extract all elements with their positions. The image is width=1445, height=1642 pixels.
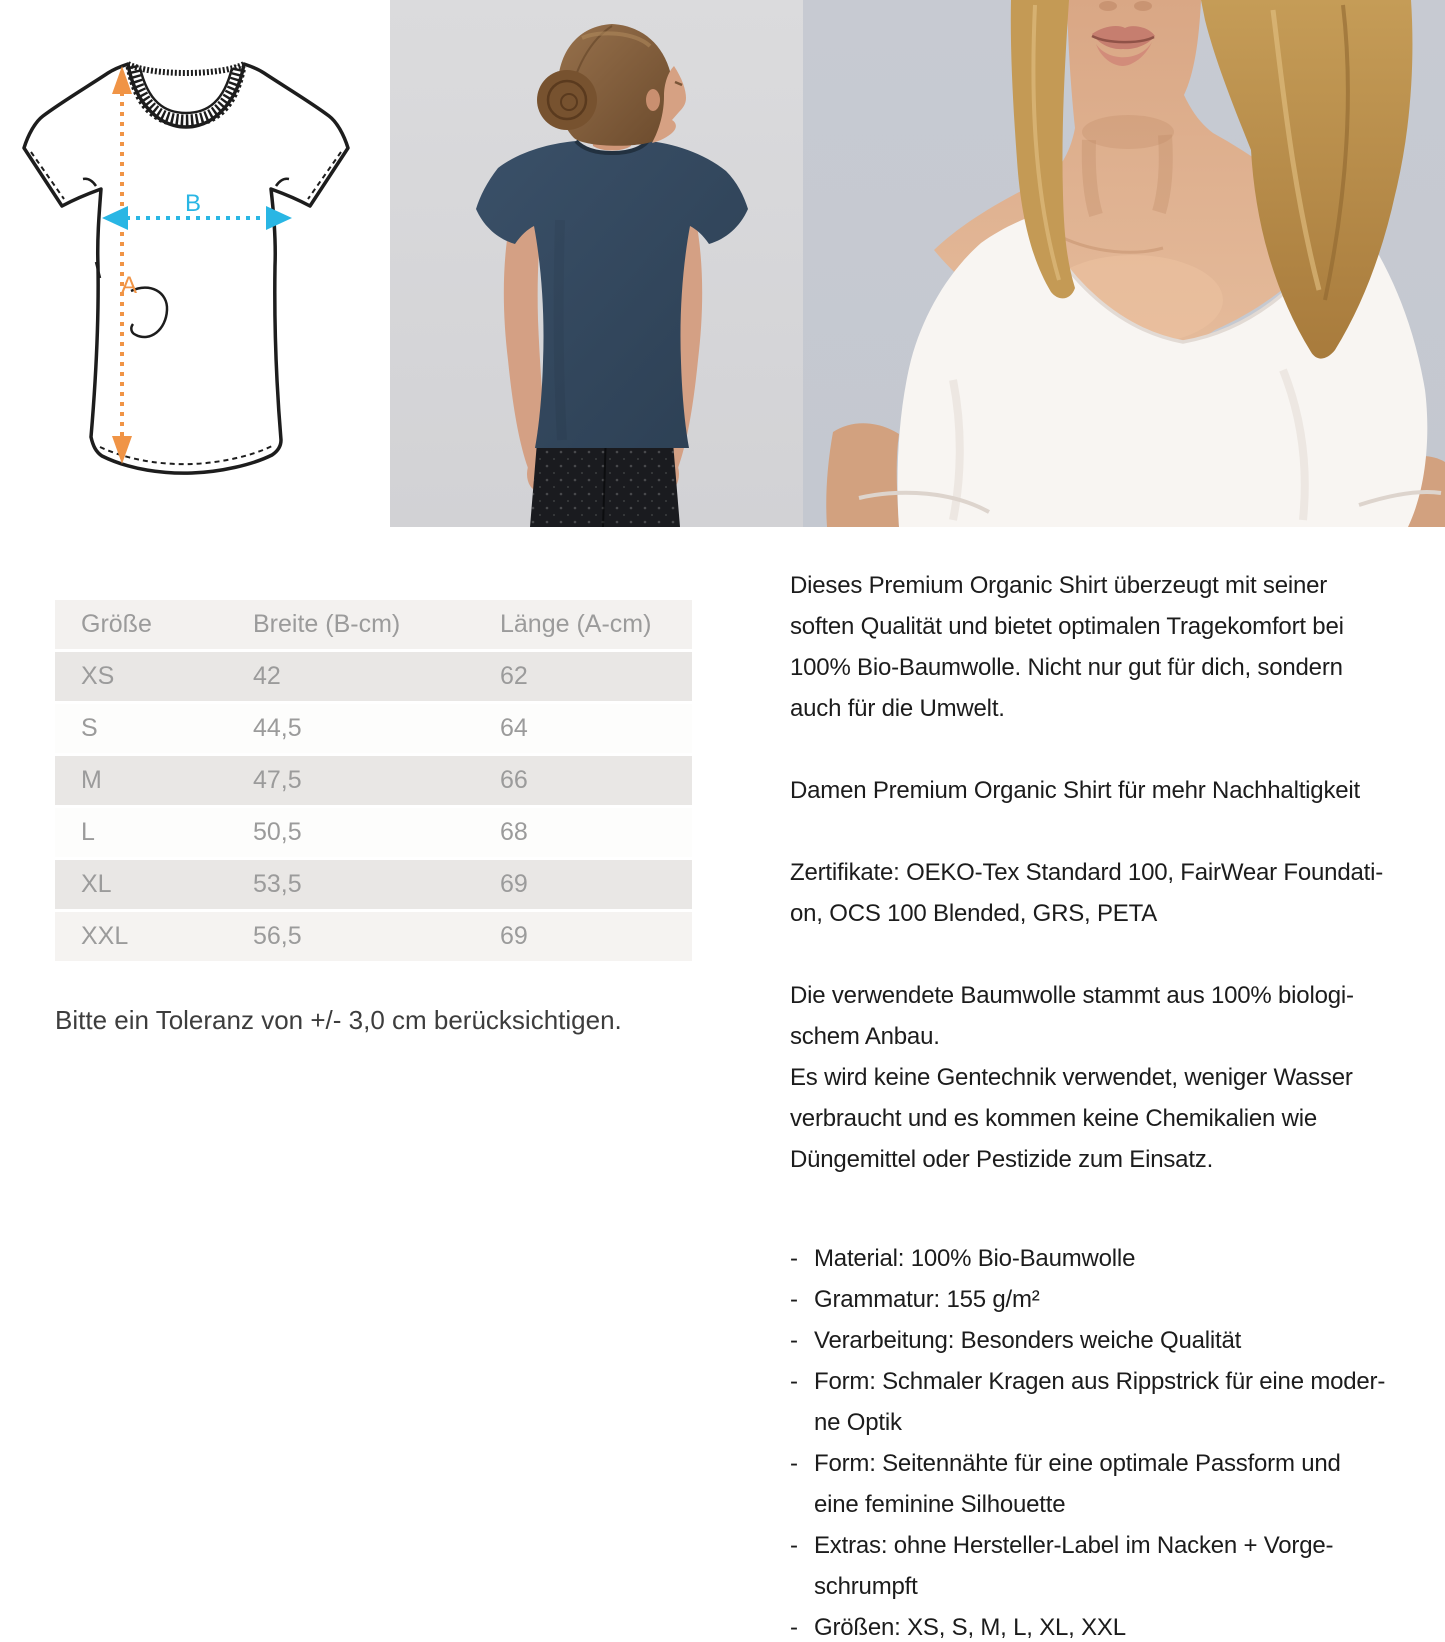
feature-verarbeitung: Verarbeitung: Besonders weiche Qualität: [814, 1327, 1242, 1354]
table-row: [55, 703, 692, 755]
table-row: [55, 859, 692, 911]
breite-cell: 53,5: [227, 859, 474, 911]
laenge-cell: 62: [474, 651, 692, 703]
product-image-strip: [0, 0, 1445, 527]
feature-form-kragen: Form: Schmaler Kragen aus Rippstrick für eine moder- ne Optik: [814, 1368, 1386, 1436]
tshirt-back-neck-rib: [128, 64, 244, 73]
col-header-breite: Breite (B-cm): [227, 600, 474, 651]
bullet-dash: -: [790, 1286, 798, 1313]
list-item: [790, 1279, 1430, 1320]
list-item: [790, 1320, 1430, 1361]
description-paragraph-sustainability: Damen Premium Organic Shirt für mehr Nachhaltigkeit: [790, 777, 1361, 804]
breite-cell: 44,5: [227, 703, 474, 755]
table-row: [55, 911, 692, 963]
measurement-label-b: B: [185, 190, 202, 217]
list-item: [790, 1238, 1430, 1279]
laenge-cell: 68: [474, 807, 692, 859]
description-paragraph-cotton: Die verwendete Baumwolle stammt aus 100% biologi- schem Anbau. Es wird keine Gentechnik verwendet, weniger Wasser verbraucht und es kommen keine Chemikalien wie Düngemittel oder Pestizide zum Einsatz.: [790, 982, 1354, 1173]
feature-extras: Extras: ohne Hersteller-Label im Nacken + Vorge- schrumpft: [814, 1532, 1334, 1600]
feature-form-seitennaehte: Form: Seitennähte für eine optimale Passform und eine feminine Silhouette: [814, 1450, 1341, 1518]
laenge-cell: 64: [474, 703, 692, 755]
breite-cell: 56,5: [227, 911, 474, 963]
tshirt-fold-shadow: [559, 220, 562, 440]
neck-shadow-left: [1089, 140, 1096, 215]
model-front-illustration: [803, 0, 1445, 527]
tshirt-collar-inner-line: [140, 68, 232, 113]
breite-cell: 47,5: [227, 755, 474, 807]
table-row: [55, 755, 692, 807]
size-cell: L: [55, 807, 227, 859]
col-header-groesse: Größe: [55, 600, 227, 651]
feature-material: Material: 100% Bio-Baumwolle: [814, 1245, 1136, 1272]
nostril-shadow-right: [1134, 1, 1152, 11]
list-item: [790, 1525, 1430, 1607]
list-item: [790, 1443, 1430, 1525]
bullet-dash: -: [790, 1614, 798, 1641]
bullet-dash: -: [790, 1368, 798, 1395]
size-cell: M: [55, 755, 227, 807]
nostril-shadow-left: [1099, 1, 1117, 11]
size-cell: XS: [55, 651, 227, 703]
table-row: [55, 807, 692, 859]
laenge-cell: 69: [474, 859, 692, 911]
tshirt-outline-drawing: [0, 0, 390, 527]
size-cell: XL: [55, 859, 227, 911]
table-row: [55, 651, 692, 703]
bullet-dash: -: [790, 1532, 798, 1559]
size-cell: XXL: [55, 911, 227, 963]
ear: [646, 89, 660, 111]
col-header-laenge: Länge (A-cm): [474, 600, 692, 651]
bullet-dash: -: [790, 1327, 798, 1354]
left-forearm: [826, 423, 899, 527]
model-front-photo: [803, 0, 1445, 527]
arrowhead-b-right: [266, 206, 292, 230]
size-chart-table: [55, 600, 692, 964]
size-chart-header-row: [55, 600, 692, 651]
breite-cell: 42: [227, 651, 474, 703]
list-item: [790, 1607, 1430, 1642]
feature-grammatur: Grammatur: 155 g/m²: [814, 1286, 1040, 1313]
bullet-dash: -: [790, 1245, 798, 1272]
model-back-illustration: [390, 0, 803, 527]
description-paragraph-intro: Dieses Premium Organic Shirt überzeugt mit seiner soften Qualität und bietet optimalen Tragekomfort bei 100% Bio-Baumwolle. Nicht nur gut für dich, sondern auch für die Umwelt.: [790, 572, 1344, 722]
tolerance-note: Bitte ein Toleranz von +/- 3,0 cm berücksichtigen.: [55, 1005, 622, 1035]
laenge-cell: 66: [474, 755, 692, 807]
product-feature-list: [790, 1238, 1430, 1642]
measurement-label-a: A: [121, 272, 138, 299]
model-back-photo: [390, 0, 803, 527]
laenge-cell: 69: [474, 911, 692, 963]
product-description: [790, 565, 1430, 1642]
hair-bun: [537, 70, 597, 130]
description-paragraph-certificates: Zertifikate: OEKO-Tex Standard 100, FairWear Foundati- on, OCS 100 Blended, GRS, PETA: [790, 859, 1384, 927]
breite-cell: 50,5: [227, 807, 474, 859]
neck-shadow-right: [1159, 135, 1166, 212]
bullet-dash: -: [790, 1450, 798, 1477]
size-measurement-diagram: [0, 0, 390, 527]
list-item: [790, 1361, 1430, 1443]
feature-groessen: Größen: XS, S, M, L, XL, XXL: [814, 1614, 1126, 1641]
size-cell: S: [55, 703, 227, 755]
